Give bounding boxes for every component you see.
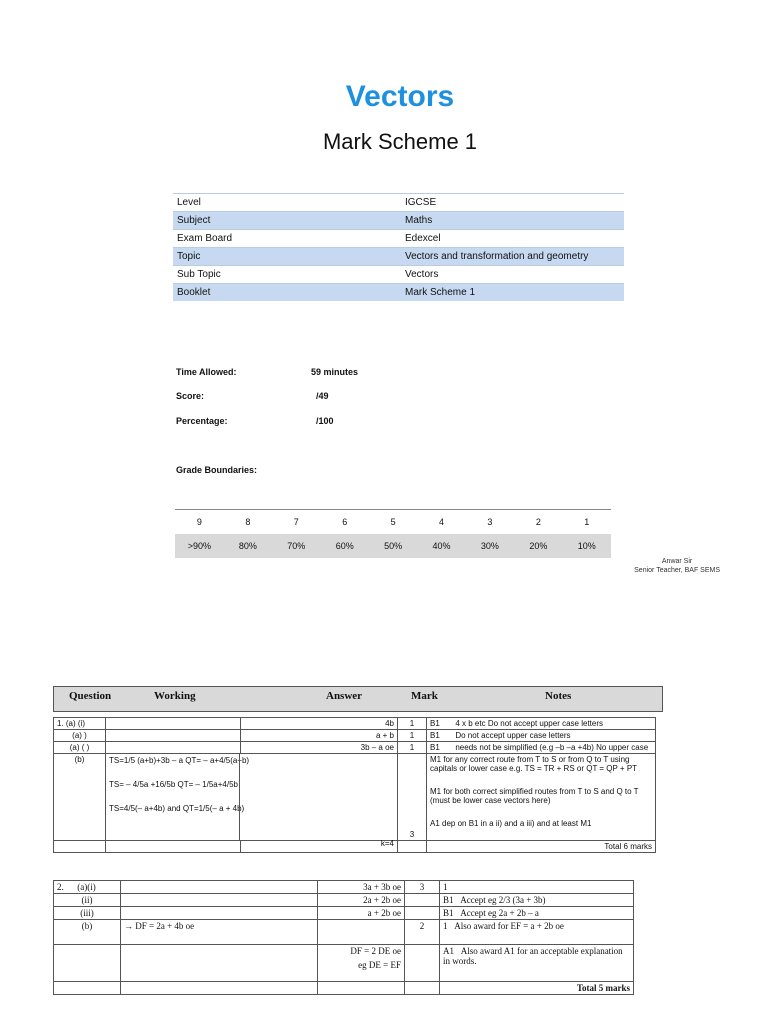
question-cell: 2. (a)(i) [54,881,121,894]
info-value: Vectors and transformation and geometry [401,248,624,266]
answer-cell: 3b – a oe [241,742,398,754]
notes-cell: 1 Also award for EF = a + 2b oe [440,920,634,945]
working-cell [106,742,241,754]
notes-cell: 1 [440,881,634,894]
notes-cell: A1 Also award A1 for an acceptable explanation in words. [440,945,634,982]
answer-cell: DF = 2 DE oe eg DE = EF [318,945,405,982]
notes-cell [427,754,656,841]
grade-cell: 6 [321,510,369,535]
question-cell: 1. (a) (i) [54,718,106,730]
percent-cell: 80% [224,534,272,558]
mark-cell [405,894,440,907]
mark-code: B1 [430,743,440,752]
notes-cell [427,742,656,754]
working-cell [121,894,318,907]
table-row [54,920,634,945]
percent-cell: 20% [514,534,562,558]
working-cell [106,730,241,742]
question-cell [54,945,121,982]
answer-cell: a + 2b oe [318,907,405,920]
grade-cell: 8 [224,510,272,535]
total-marks: Total 6 marks [427,841,656,853]
header-answer: Answer [326,690,363,702]
time-value: 59 minutes [311,367,359,377]
info-key: Exam Board [177,233,233,244]
mark-cell: 3 [405,881,440,894]
working-line: TS= – 4/5a +16/5b QT= – 1/5a+4/5b [109,780,238,789]
answer-cell: 4b [241,718,398,730]
working-line: TS=4/5(– a+4b) and QT=1/5(– a + 4b) [109,804,245,813]
author-name: Anwar Sir [661,558,693,565]
note-text: A1 dep on B1 in a ii) and a iii) and at least M1 [430,819,592,828]
mark-cell: 2 [405,920,440,945]
answer-value: k=4 [380,839,394,848]
percent-row [175,534,611,558]
answer-cell: 3a + 3b oe [318,881,405,894]
percent-cell: 10% [563,534,611,558]
percent-cell: >90% [175,534,224,558]
info-row [173,266,624,284]
table-row [54,841,656,853]
grade-cell: 2 [514,510,562,535]
notes-cell: B1 Accept eg 2a + 2b – a [440,907,634,920]
info-row [173,248,624,266]
note-text: M1 for any correct route from T to S or from Q to T using capitals or lower case e.g. TS = TR + RS or QT = QP + PT [430,755,638,773]
vector-arrow-icon: → [124,921,133,931]
header-question: Question [69,690,112,702]
mark-cell [405,907,440,920]
question-cell: (a) ) [54,730,106,742]
answer-cell: 2a + 2b oe [318,894,405,907]
question-cell: (b) [54,920,121,945]
info-key: Booklet [173,284,401,302]
header-working: Working [154,690,196,702]
mark-cell [405,945,440,982]
info-row [173,284,624,302]
score-value: /49 [316,391,329,401]
table-row [54,881,634,894]
grade-boundaries-table [175,509,611,558]
table-row [54,754,656,841]
header-mark: Mark [411,690,438,702]
page-subtitle: Mark Scheme 1 [322,129,478,154]
percent-cell: 50% [369,534,417,558]
notes-cell: B1 Accept eg 2/3 (3a + 3b) [440,894,634,907]
answer-cell [318,920,405,945]
note-text: needs not be simplified (e.g –b –a +4b) No upper case [455,743,649,752]
working-cell [121,907,318,920]
grade-cell: 9 [175,510,224,535]
table-row [54,718,656,730]
notes-cell [427,730,656,742]
info-key: Subject [173,212,401,230]
percent-cell: 70% [272,534,320,558]
info-key: Level [177,197,201,208]
table-row [54,742,656,754]
grade-boundaries-label: Grade Boundaries: [176,465,258,475]
question-cell: (iii) [54,907,121,920]
table-row [54,894,634,907]
question-cell: (ii) [54,894,121,907]
percent-cell: 30% [466,534,514,558]
q1-mark-table [53,717,656,853]
info-value: Vectors [405,269,439,280]
grade-cell: 3 [466,510,514,535]
info-value: Mark Scheme 1 [401,284,624,302]
table-row [54,730,656,742]
table-row [54,945,634,982]
author-block [634,557,720,575]
info-value: Maths [401,212,624,230]
working-cell [121,945,318,982]
table-row [54,907,634,920]
info-row [173,230,624,248]
info-row [173,194,624,212]
working-cell [106,718,241,730]
mark-code: B1 [430,731,440,740]
header-notes: Notes [545,690,572,702]
note-text: M1 for both correct simplified routes from T to S and Q to T (must be lower case vectors here) [430,787,639,805]
grade-cell: 5 [369,510,417,535]
table-row [54,982,634,995]
page-title: Vectors [345,80,455,113]
grade-cell: 7 [272,510,320,535]
percent-cell: 60% [321,534,369,558]
working-cell: → DF = 2a + 4b oe [121,920,318,945]
info-key: Sub Topic [177,269,221,280]
notes-cell [427,718,656,730]
q1-header-bar [53,686,663,712]
mark-cell: 1 [398,742,427,754]
info-key: Topic [173,248,401,266]
score-label: Score: [176,391,205,401]
mark-cell: 3 [398,754,427,841]
total-marks: Total 5 marks [440,982,634,995]
mark-cell: 1 [398,730,427,742]
info-value: IGCSE [405,197,437,208]
time-label: Time Allowed: [176,367,237,377]
info-table [173,193,624,301]
info-value: Edexcel [405,233,441,244]
percent-cell: 40% [417,534,465,558]
working-cell [121,881,318,894]
grade-row [175,510,611,535]
working-cell [106,754,398,848]
note-text: Do not accept upper case letters [455,731,571,740]
answer-cell: a + b [241,730,398,742]
info-row [173,212,624,230]
q2-mark-table [53,880,634,995]
grade-cell: 1 [563,510,611,535]
question-cell: (b) [54,754,106,841]
author-title: Senior Teacher, BAF SEMS [634,567,720,574]
mark-cell: 1 [398,718,427,730]
percentage-label: Percentage: [176,416,228,426]
question-cell: (a) ( ) [54,742,106,754]
percentage-value: /100 [316,416,334,426]
note-text: 4 x b etc Do not accept upper case letters [455,719,603,728]
working-line: TS=1/5 (a+b)+3b – a QT= – a+4/5(a+b) [109,756,250,765]
grade-cell: 4 [417,510,465,535]
mark-code: B1 [430,719,440,728]
